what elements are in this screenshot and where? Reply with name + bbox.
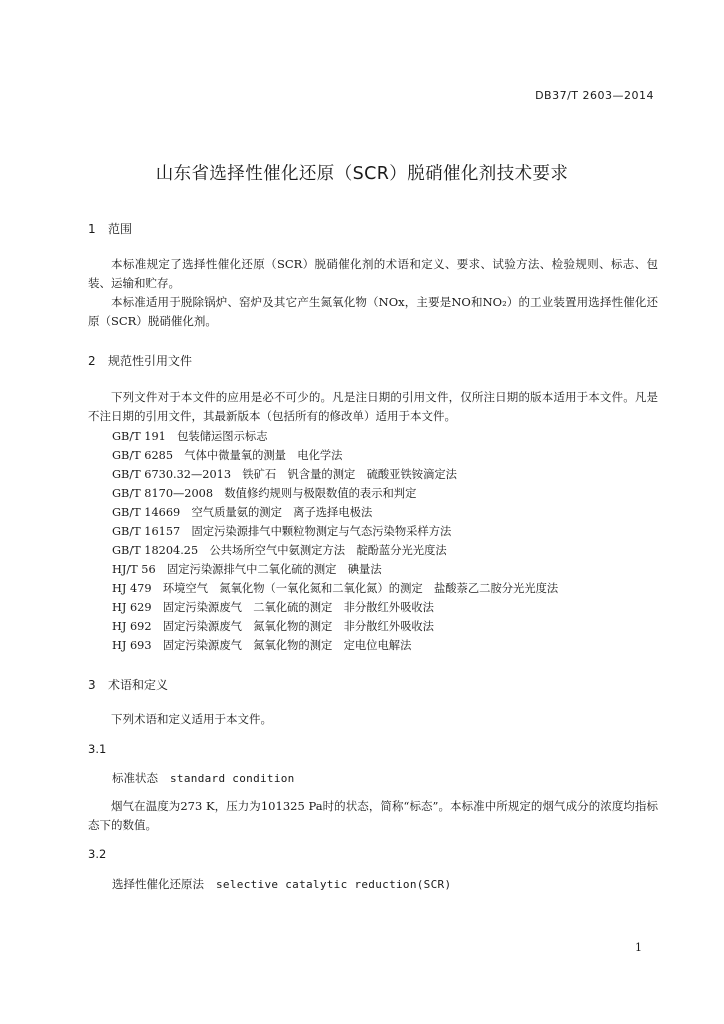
reference-item: GB/T 6285 气体中微量氧的测量 电化学法 <box>112 449 343 462</box>
section-2-heading <box>88 352 192 369</box>
term-3-1-definition <box>88 797 658 835</box>
section-title: 术语和定义 <box>108 678 169 692</box>
term-chinese: 选择性催化还原法 <box>112 877 204 891</box>
reference-item: HJ 629 固定污染源废气 二氧化硫的测定 非分散红外吸收法 <box>112 601 434 614</box>
section-number: 3 <box>88 678 96 692</box>
reference-item: GB/T 18204.25 公共场所空气中氨测定方法 靛酚蓝分光光度法 <box>112 544 447 557</box>
term-3-2 <box>112 876 451 892</box>
reference-item: HJ 692 固定污染源废气 氮氧化物的测定 非分散红外吸收法 <box>112 620 434 633</box>
reference-item: GB/T 191 包装储运图示标志 <box>112 430 268 443</box>
paragraph: 本标准规定了选择性催化还原（SCR）脱硝催化剂的术语和定义、要求、试验方法、检验规则、标志、包装、运输和贮存。 <box>88 257 658 290</box>
document-code: DB37/T 2603—2014 <box>535 89 654 102</box>
reference-list <box>112 427 558 655</box>
reference-item: GB/T 6730.32—2013 铁矿石 钒含量的测定 硫酸亚铁铵滴定法 <box>112 468 457 481</box>
section-3-intro <box>88 710 658 729</box>
reference-item: GB/T 16157 固定污染源排气中颗粒物测定与气态污染物采样方法 <box>112 525 452 538</box>
page-title: 山东省选择性催化还原（SCR）脱硝催化剂技术要求 <box>155 164 569 184</box>
page-number: 1 <box>635 941 642 954</box>
section-1-heading <box>88 220 132 237</box>
section-title: 范围 <box>108 222 133 236</box>
section-number: 1 <box>88 222 96 236</box>
reference-item: HJ 479 环境空气 氮氧化物（一氧化氮和二氧化氮）的测定 盐酸萘乙二胺分光光度法 <box>112 582 559 595</box>
reference-item: HJ 693 固定污染源废气 氮氧化物的测定 定电位电解法 <box>112 639 412 652</box>
section-3-heading <box>88 676 168 693</box>
paragraph: 本标准适用于脱除锅炉、窑炉及其它产生氮氧化物（NOx，主要是NO和NO₂）的工业装置用选择性催化还原（SCR）脱硝催化剂。 <box>88 295 658 328</box>
term-3-2-number: 3.2 <box>88 847 107 861</box>
paragraph: 下列文件对于本文件的应用是必不可少的。凡是注日期的引用文件，仅所注日期的版本适用于本文件。凡是不注日期的引用文件，其最新版本（包括所有的修改单）适用于本文件。 <box>88 390 658 423</box>
paragraph: 下列术语和定义适用于本文件。 <box>111 712 272 726</box>
section-2-intro <box>88 388 658 426</box>
section-1-body <box>88 255 658 331</box>
section-number: 2 <box>88 354 96 368</box>
term-3-1 <box>112 770 295 786</box>
reference-item: GB/T 14669 空气质量氨的测定 离子选择电极法 <box>112 506 373 519</box>
term-english: selective catalytic reduction(SCR) <box>216 878 452 891</box>
term-english: standard condition <box>170 772 295 785</box>
reference-item: GB/T 8170—2008 数值修约规则与极限数值的表示和判定 <box>112 487 417 500</box>
section-title: 规范性引用文件 <box>108 354 193 368</box>
reference-item: HJ/T 56 固定污染源排气中二氧化硫的测定 碘量法 <box>112 563 382 576</box>
paragraph: 烟气在温度为273 K，压力为101325 Pa时的状态，简称“标态”。本标准中所规定的烟气成分的浓度均指标态下的数值。 <box>88 799 658 832</box>
term-chinese: 标准状态 <box>112 771 158 785</box>
term-3-1-number: 3.1 <box>88 742 107 756</box>
